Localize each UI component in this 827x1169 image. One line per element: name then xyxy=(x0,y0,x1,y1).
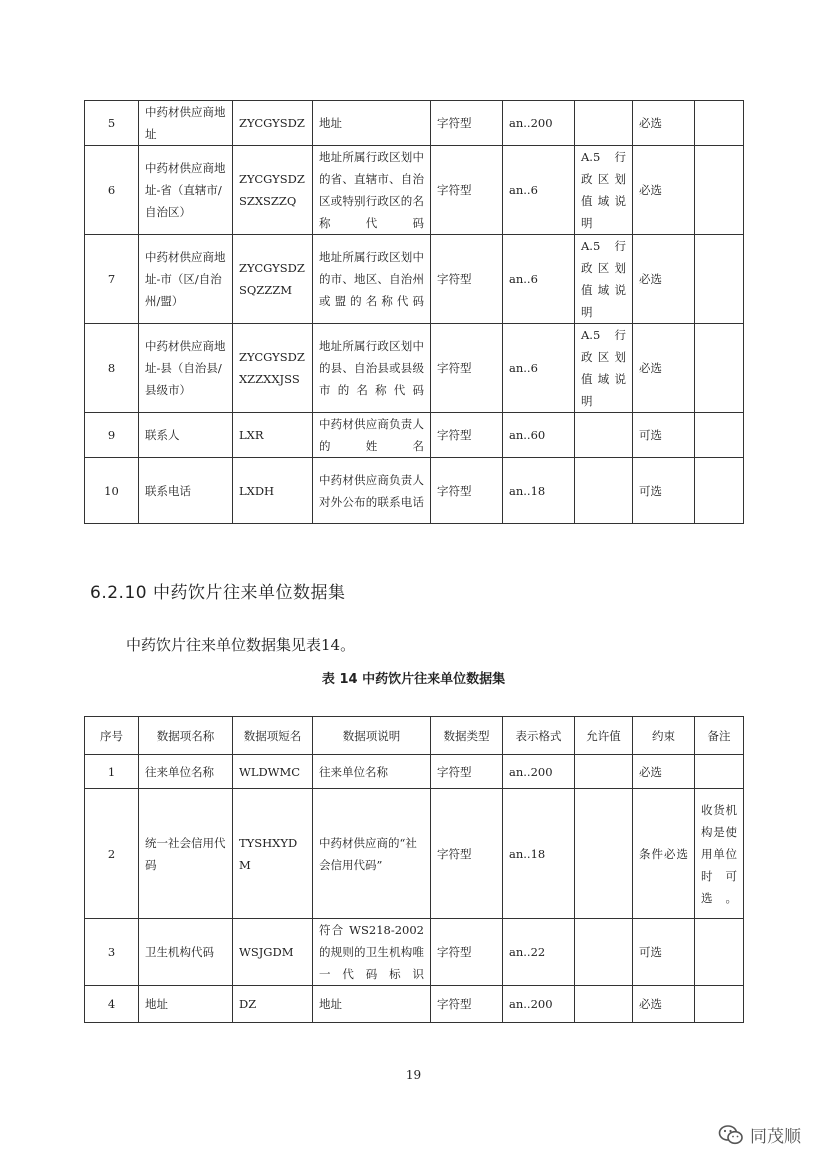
header-allowed: 允许值 xyxy=(575,717,633,755)
intro-paragraph: 中药饮片往来单位数据集见表14。 xyxy=(126,636,356,654)
cell-name: 中药材供应商地址 xyxy=(139,101,233,146)
cell-short: DZ xyxy=(233,986,313,1023)
cell-constraint: 必选 xyxy=(633,101,695,146)
cell-allowed xyxy=(575,458,633,524)
table-row xyxy=(85,986,744,1023)
cell-desc: 地址 xyxy=(313,986,431,1023)
cell-type: 字符型 xyxy=(431,413,503,458)
cell-allowed xyxy=(575,755,633,789)
cell-no: 1 xyxy=(85,755,139,789)
cell-format: an..60 xyxy=(503,413,575,458)
cell-format: an..18 xyxy=(503,458,575,524)
cell-allowed xyxy=(575,413,633,458)
cell-short: LXDH xyxy=(233,458,313,524)
cell-note xyxy=(695,101,744,146)
cell-note xyxy=(695,146,744,235)
cell-name: 中药材供应商地址-市（区/自治州/盟） xyxy=(139,235,233,324)
cell-constraint: 可选 xyxy=(633,413,695,458)
table-row xyxy=(85,101,744,146)
header-format: 表示格式 xyxy=(503,717,575,755)
cell-note xyxy=(695,986,744,1023)
table-row xyxy=(85,235,744,324)
table-row xyxy=(85,755,744,789)
cell-type: 字符型 xyxy=(431,789,503,919)
cell-name: 卫生机构代码 xyxy=(139,919,233,986)
header-note: 备注 xyxy=(695,717,744,755)
cell-note xyxy=(695,458,744,524)
table-caption: 表 14 中药饮片往来单位数据集 xyxy=(321,672,506,687)
cell-no: 9 xyxy=(85,413,139,458)
cell-desc: 地址所属行政区划中的县、自治县或县级市的名称代码 xyxy=(313,324,431,413)
cell-format: an..200 xyxy=(503,755,575,789)
cell-constraint: 必选 xyxy=(633,986,695,1023)
cell-note: 收货机构是使用单位时可选。 xyxy=(695,789,744,919)
cell-constraint: 可选 xyxy=(633,458,695,524)
cell-no: 8 xyxy=(85,324,139,413)
cell-format: an..6 xyxy=(503,324,575,413)
cell-constraint: 可选 xyxy=(633,919,695,986)
cell-name: 联系人 xyxy=(139,413,233,458)
table-header-row xyxy=(85,717,744,755)
cell-allowed: A.5 行政区划值域说明 xyxy=(575,146,633,235)
cell-type: 字符型 xyxy=(431,458,503,524)
cell-note xyxy=(695,919,744,986)
cell-note xyxy=(695,413,744,458)
cell-constraint: 必选 xyxy=(633,324,695,413)
cell-type: 字符型 xyxy=(431,146,503,235)
table-row xyxy=(85,413,744,458)
cell-format: an..6 xyxy=(503,235,575,324)
section-heading: 6.2.10 中药饮片往来单位数据集 xyxy=(90,583,346,603)
page-number: 19 xyxy=(405,1068,422,1082)
table-row xyxy=(85,324,744,413)
cell-desc: 中药材供应商负责人的姓名 xyxy=(313,413,431,458)
table-row xyxy=(85,458,744,524)
cell-short: ZYCGYSDZ xyxy=(233,101,313,146)
cell-type: 字符型 xyxy=(431,324,503,413)
cell-desc: 地址所属行政区划中的省、直辖市、自治区或特别行政区的名称代码 xyxy=(313,146,431,235)
cell-name: 联系电话 xyxy=(139,458,233,524)
cell-name: 统一社会信用代码 xyxy=(139,789,233,919)
cell-name: 地址 xyxy=(139,986,233,1023)
header-no: 序号 xyxy=(85,717,139,755)
cell-type: 字符型 xyxy=(431,101,503,146)
table-14 xyxy=(84,716,744,1023)
cell-no: 2 xyxy=(85,789,139,919)
cell-type: 字符型 xyxy=(431,755,503,789)
cell-constraint: 必选 xyxy=(633,755,695,789)
cell-allowed xyxy=(575,789,633,919)
cell-constraint: 必选 xyxy=(633,235,695,324)
cell-format: an..22 xyxy=(503,919,575,986)
table-row xyxy=(85,146,744,235)
cell-type: 字符型 xyxy=(431,986,503,1023)
header-type: 数据类型 xyxy=(431,717,503,755)
cell-desc: 地址 xyxy=(313,101,431,146)
watermark xyxy=(718,1122,801,1147)
cell-no: 5 xyxy=(85,101,139,146)
cell-desc: 往来单位名称 xyxy=(313,755,431,789)
cell-allowed: A.5 行政区划值域说明 xyxy=(575,324,633,413)
cell-short: ZYCGYSDZSZXSZZQ xyxy=(233,146,313,235)
cell-format: an..200 xyxy=(503,101,575,146)
cell-allowed: A.5 行政区划值域说明 xyxy=(575,235,633,324)
cell-constraint: 条件必选 xyxy=(633,789,695,919)
cell-desc: 符合 WS218-2002 的规则的卫生机构唯一代码标识 xyxy=(313,919,431,986)
cell-short: LXR xyxy=(233,413,313,458)
cell-no: 7 xyxy=(85,235,139,324)
cell-name: 中药材供应商地址-省（直辖市/自治区） xyxy=(139,146,233,235)
cell-no: 6 xyxy=(85,146,139,235)
cell-no: 4 xyxy=(85,986,139,1023)
cell-desc: 中药材供应商负责人对外公布的联系电话 xyxy=(313,458,431,524)
cell-no: 10 xyxy=(85,458,139,524)
header-name: 数据项名称 xyxy=(139,717,233,755)
cell-format: an..200 xyxy=(503,986,575,1023)
table-row xyxy=(85,789,744,919)
cell-short: WLDWMC xyxy=(233,755,313,789)
header-desc: 数据项说明 xyxy=(313,717,431,755)
cell-format: an..6 xyxy=(503,146,575,235)
cell-short: WSJGDM xyxy=(233,919,313,986)
table-continued xyxy=(84,100,744,524)
cell-allowed xyxy=(575,919,633,986)
cell-note xyxy=(695,324,744,413)
cell-short: ZYCGYSDZSQZZZM xyxy=(233,235,313,324)
cell-note xyxy=(695,755,744,789)
cell-no: 3 xyxy=(85,919,139,986)
cell-allowed xyxy=(575,986,633,1023)
cell-type: 字符型 xyxy=(431,235,503,324)
header-short: 数据项短名 xyxy=(233,717,313,755)
wechat-icon xyxy=(718,1124,744,1146)
watermark-text: 同茂顺 xyxy=(750,1127,801,1147)
cell-type: 字符型 xyxy=(431,919,503,986)
cell-format: an..18 xyxy=(503,789,575,919)
cell-note xyxy=(695,235,744,324)
table-row xyxy=(85,919,744,986)
header-constraint: 约束 xyxy=(633,717,695,755)
cell-name: 往来单位名称 xyxy=(139,755,233,789)
cell-constraint: 必选 xyxy=(633,146,695,235)
cell-allowed xyxy=(575,101,633,146)
cell-name: 中药材供应商地址-县（自治县/县级市） xyxy=(139,324,233,413)
cell-desc: 中药材供应商的“社会信用代码” xyxy=(313,789,431,919)
cell-desc: 地址所属行政区划中的市、地区、自治州或盟的名称代码 xyxy=(313,235,431,324)
cell-short: TYSHXYDM xyxy=(233,789,313,919)
cell-short: ZYCGYSDZXZZXXJSS xyxy=(233,324,313,413)
